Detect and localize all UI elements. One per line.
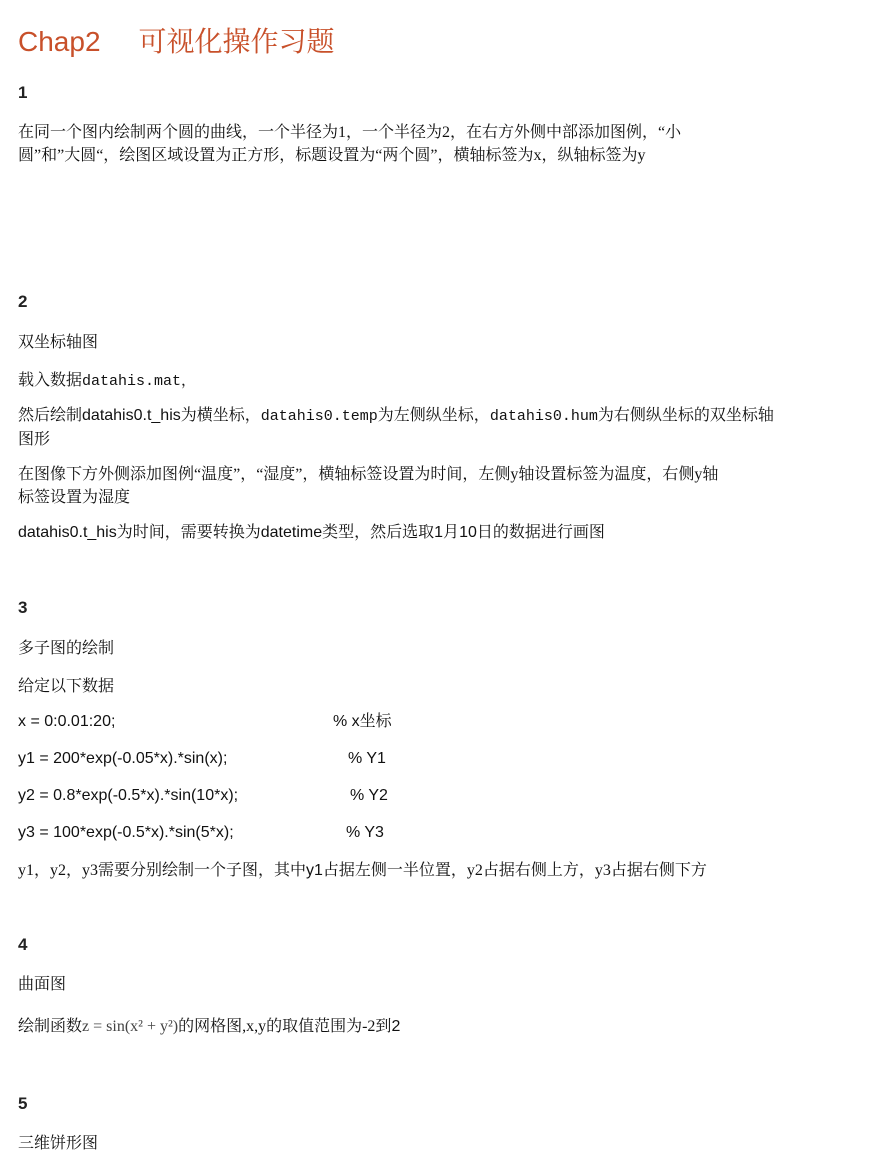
code-expr: y2 = 0.8*exp(-0.5*x).*sin(10*x); (18, 787, 239, 804)
section-1-text (18, 121, 868, 167)
var-hum: datahis0.hum (489, 408, 598, 425)
chapter-heading (18, 20, 335, 60)
text-fragment: 图形 (18, 431, 51, 448)
var-t-his: datahis0.t_his (18, 524, 117, 541)
section-number-5: 5 (18, 1094, 28, 1113)
section-number-3: 3 (18, 598, 28, 617)
chapter-title: 可视化操作习题 (138, 27, 335, 58)
text-fragment: 为时间，需要转换为 (116, 524, 261, 541)
text-fragment: 然后绘制 (18, 407, 83, 424)
section-1-line-1: 在同一个图内绘制两个圆的曲线，一个半径为1，一个半径为2，在右方外侧中部添加图例，“小 (18, 124, 682, 141)
load-prefix: 载入数据 (18, 372, 83, 389)
code-expr: y3 = 100*exp(-0.5*x).*sin(5*x); (18, 824, 234, 841)
code-comment: % Y3 (346, 824, 384, 841)
section-2-plot-text (18, 404, 868, 451)
section-number-1: 1 (18, 83, 28, 102)
var-y1: y1 (306, 862, 323, 879)
section-2-title: 双坐标轴图 (18, 334, 99, 351)
code-comment: % Y1 (348, 750, 386, 767)
legend-line-2: 标签设置为湿度 (18, 489, 131, 506)
text-fragment: y1，y2，y3需要分别绘制一个子图，其中 (18, 862, 307, 879)
code-expr: y1 = 200*exp(-0.05*x).*sin(x); (18, 750, 228, 767)
code-line (18, 748, 618, 770)
section-4-text (18, 1015, 868, 1038)
code-line (18, 822, 618, 844)
section-number-4: 4 (18, 935, 28, 954)
section-4-title: 曲面图 (18, 976, 67, 993)
type-datetime: datetime (260, 524, 323, 541)
text-fragment: 月 (443, 524, 460, 541)
code-expr: x = 0:0.01:20; (18, 713, 116, 730)
section-1-line-2: 圆”和”大圆“，绘图区域设置为正方形，标题设置为“两个圆”，横轴标签为x，纵轴标签为y (18, 147, 646, 164)
month-number: 1 (434, 524, 444, 541)
text-fragment: 日的数据进行画图 (476, 524, 605, 541)
section-2-load-text (18, 369, 868, 393)
section-2-legend-text (18, 463, 868, 509)
text-fragment: 类型，然后选取 (322, 524, 435, 541)
text-fragment: 的网格图,x,y的取值范围为-2到 (178, 1018, 392, 1035)
code-line (18, 711, 618, 733)
legend-line-1: 在图像下方外侧添加图例“温度”，“湿度”，横轴标签设置为时间，左侧y轴设置标签为温度，右侧y轴 (18, 466, 719, 483)
text-fragment: 为右侧纵坐标的双坐标轴 (597, 407, 774, 424)
code-comment: % x坐标 (333, 713, 392, 730)
section-3-title: 多子图的绘制 (18, 640, 115, 657)
load-file: datahis.mat， (82, 373, 197, 390)
text-fragment: 占据左侧一半位置，y2占据右侧上方，y3占据右侧下方 (322, 862, 707, 879)
text-fragment: 为横坐标， (180, 407, 261, 424)
section-2-time-text (18, 521, 868, 544)
code-line (18, 785, 618, 807)
text-fragment: 为左侧纵坐标， (377, 407, 490, 424)
var-t-his: datahis0.t_his (82, 407, 181, 424)
day-number: 10 (459, 524, 477, 541)
chapter-id: Chap2 (18, 26, 101, 57)
section-3-intro: 给定以下数据 (18, 678, 115, 695)
text-fragment: 绘制函数 (18, 1018, 83, 1035)
formula: z = sin(x² + y²) (82, 1018, 179, 1035)
section-3-desc (18, 859, 868, 882)
section-number-2: 2 (18, 292, 28, 311)
range-end: 2 (391, 1018, 401, 1035)
code-comment: % Y2 (350, 787, 388, 804)
section-5-title: 三维饼形图 (18, 1135, 99, 1152)
var-temp: datahis0.temp (260, 408, 378, 425)
